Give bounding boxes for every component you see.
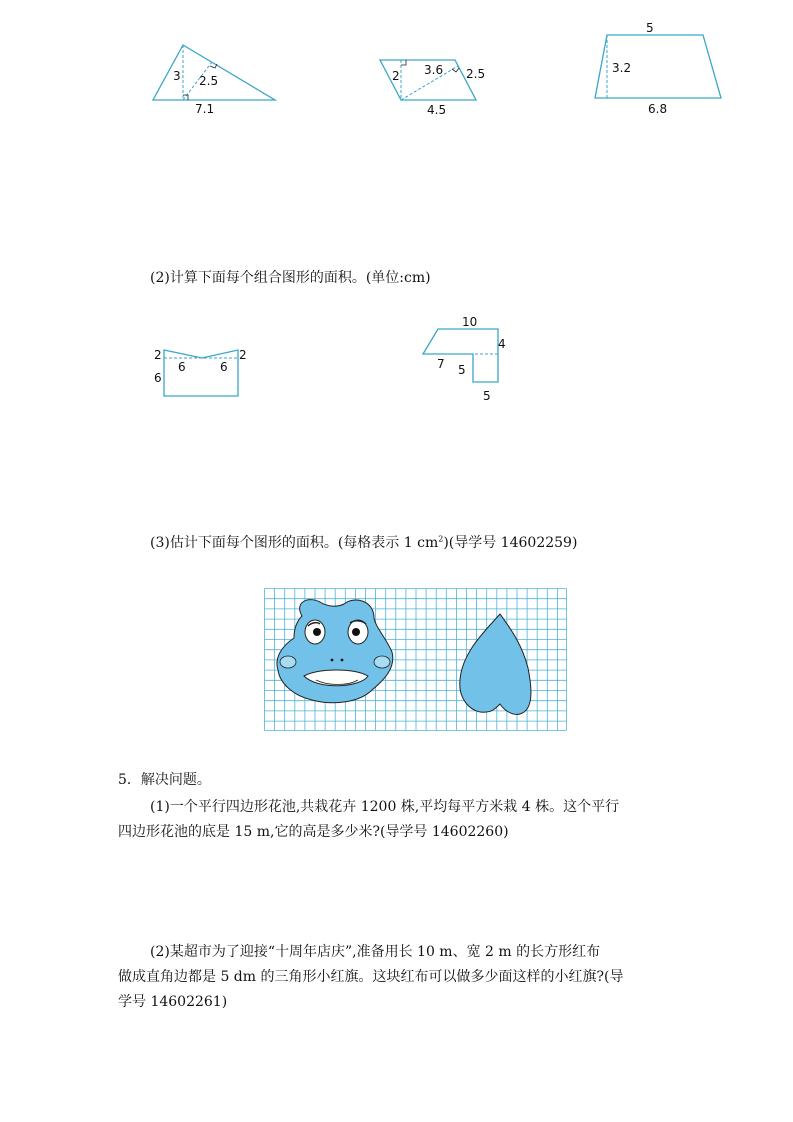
part3-prompt-tail: )(导学号 14602259) [443, 535, 578, 551]
trapezoid-figure [590, 20, 730, 120]
triangle-height-label: 3 [173, 69, 181, 83]
fig-b-bottom-label: 5 [483, 389, 491, 403]
part3-prompt [150, 533, 577, 553]
parallelogram-figure [372, 50, 497, 120]
triangle-figure [140, 40, 285, 120]
part3-prompt-sup: 2 [438, 534, 444, 544]
parallelogram-top-label: 3.6 [424, 63, 444, 77]
q5-p2-line1: (2)某超市为了迎接“十周年店庆”,准备用长 10 m、宽 2 m 的长方形红布 [150, 944, 601, 960]
fig-a-left-top-label: 2 [154, 348, 162, 362]
fig-b-right-label: 4 [498, 337, 506, 351]
trapezoid-top-label: 5 [646, 21, 654, 35]
parallelogram-side-label: 2.5 [466, 67, 486, 81]
q5-title: 5．解决问题。 [118, 772, 211, 788]
fig-a-inner-left-label: 6 [178, 360, 186, 374]
fig-a-right-top-label: 2 [239, 348, 247, 362]
fig-b-inner-label: 5 [458, 363, 466, 377]
part3-prompt-text: (3)估计下面每个图形的面积。(每格表示 1 cm [150, 535, 439, 551]
fig-a-left-side-label: 6 [154, 371, 162, 385]
fig-b-diag-label: 7 [437, 357, 445, 371]
triangle-height2-label: 2.5 [199, 74, 219, 88]
composite-figure-b [415, 312, 515, 407]
q5-p1-line2: 四边形花池的底是 15 m,它的高是多少米?(导学号 14602260) [118, 824, 509, 840]
composite-figure-a [150, 340, 260, 405]
q5-p1-line1: (1)一个平行四边形花池,共栽花卉 1200 株,平均每平方米栽 4 株。这个平行 [150, 799, 620, 815]
fig-a-inner-right-label: 6 [220, 360, 228, 374]
estimate-grid-figure [264, 588, 567, 731]
fig-b-top-label: 10 [462, 315, 478, 329]
parallelogram-base-label: 4.5 [427, 103, 447, 117]
q5-p2-line3: 学号 14602261) [118, 994, 228, 1010]
parallelogram-height-label: 2 [392, 69, 400, 83]
q5-p2-line2: 做成直角边都是 5 dm 的三角形小红旗。这块红布可以做多少面这样的小红旗?(导 [118, 969, 624, 985]
part2-prompt: (2)计算下面每个组合图形的面积。(单位:cm) [150, 270, 431, 286]
triangle-base-label: 7.1 [195, 102, 215, 116]
trapezoid-bottom-label: 6.8 [648, 102, 668, 116]
trapezoid-height-label: 3.2 [612, 61, 632, 75]
